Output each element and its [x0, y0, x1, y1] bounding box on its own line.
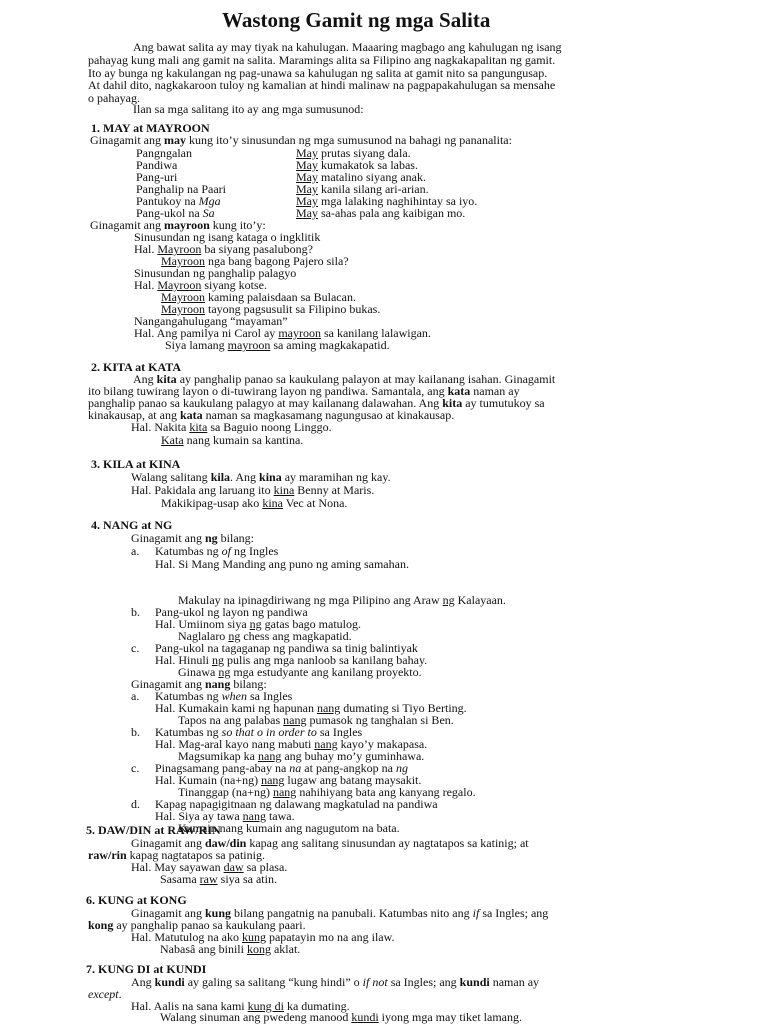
example-line: Mayroon tayong pagsusulit sa Filipino bukas.	[161, 302, 381, 316]
example-line: Hal. May sayawan daw sa plasa.	[131, 860, 288, 874]
rule-line: Sinusundan ng panghalip palagyo	[134, 266, 297, 280]
list-item-text: Katumbas ng when sa Ingles	[155, 689, 293, 703]
example-line: Walang sinuman ang pwedeng manood kundi iyong mga may tiket lamang.	[160, 1010, 522, 1024]
example-line: Sasama raw siya sa atin.	[160, 872, 277, 886]
section-text: Ang kundi ay galing sa salitang “kung hindi” o if not sa Ingles; ang kundi naman ay	[131, 975, 540, 989]
example-line: Hal. Ang pamilya ni Carol ay mayroon sa kanilang lalawigan.	[134, 326, 431, 340]
list-item-text: Katumbas ng of ng Ingles	[155, 544, 279, 558]
example-line: Mayroon kaming palaisdaan sa Bulacan.	[161, 290, 356, 304]
list-marker: c.	[131, 761, 140, 775]
pos-label: Panghalip na Paari	[136, 182, 226, 196]
example-line: Naglalaro ng chess ang magkapatid.	[178, 629, 352, 643]
example-line: Hal. Matutulog na ako kung papatayin mo na ang ilaw.	[131, 930, 395, 944]
section-text: ito bilang tuwirang layon o di-tuwirang layon ng pandiwa. Samantala, ang kata naman ay	[88, 384, 520, 398]
section-text: Ginagamit ang mayroon kung ito’y:	[90, 218, 266, 232]
list-item-text: Kapag napagigitnaan ng dalawang magkatulad na pandiwa	[155, 797, 438, 811]
example-line: Hal. Kumain (na+ng) nang lugaw ang batang maysakit.	[155, 773, 422, 787]
example-line: Hal. Pakidala ang laruang ito kina Benny at Maris.	[131, 483, 375, 497]
list-item-text: Pang-ukol ng layon ng pandiwa	[155, 605, 308, 619]
intro-line: o pahayag.	[88, 91, 140, 105]
intro-line: Ilan sa mga salitang ito ay ang mga sumusunod:	[133, 102, 364, 116]
pos-label: Pang-ukol na Sa	[136, 206, 215, 220]
example-line: Hal. Mayroon ba siyang pasalubong?	[134, 242, 313, 256]
section-heading: 1. MAY at MAYROON	[91, 121, 210, 135]
section-text: Ang kita ay panghalip panao sa kaukulang palayon at may kailanang isahan. Ginagamit	[133, 372, 556, 386]
example-line: Makulay na ipinagdiriwang ng mga Pilipino ang Araw ng Kalayaan.	[178, 593, 506, 607]
section-text: Ginagamit ang ng bilang:	[131, 531, 254, 545]
example-line: Ginawa ng mga estudyante ang kanilang proyekto.	[178, 665, 422, 679]
example-line: Tinanggap (na+ng) nang nahihiyang bata ang kanyang regalo.	[178, 785, 476, 799]
example-line: Hal. Aalis na sana kami kung di ka dumating.	[131, 999, 350, 1013]
section-text: except.	[88, 987, 122, 1001]
example-line: Hal. Hinuli ng pulis ang mga nanloob sa kanilang bahay.	[155, 653, 428, 667]
example-line: May kanila silang ari-arian.	[296, 182, 429, 196]
section-text: Ginagamit ang nang bilang:	[131, 677, 267, 691]
example-line: Kata nang kumain sa kantina.	[161, 433, 304, 447]
rule-line: Sinusundan ng isang kataga o ingklitik	[134, 230, 321, 244]
section-heading: 2. KITA at KATA	[91, 360, 182, 374]
example-line: Hal. Siya ay tawa nang tawa.	[155, 809, 295, 823]
example-line: Hal. Si Mang Manding ang puno ng aming samahan.	[155, 557, 409, 571]
example-line: Makikipag-usap ako kina Vec at Nona.	[161, 496, 348, 510]
example-line: Kumain nang kumain ang nagugutom na bata.	[178, 821, 400, 835]
intro-line: pahayag kung mali ang gamit na salita. Maramings alita sa Filipino ang nagkakapalitan ng gamit.	[88, 53, 556, 67]
section-heading: 6. KUNG at KONG	[86, 893, 187, 907]
list-item-text: Katumbas ng so that o in order to sa Ingles	[155, 725, 363, 739]
example-line: Hal. Mayroon siyang kotse.	[134, 278, 267, 292]
pos-label: Pang-uri	[136, 170, 178, 184]
list-marker: c.	[131, 641, 140, 655]
pos-label: Pandiwa	[136, 158, 178, 172]
page-title: Wastong Gamit ng mga Salita	[222, 8, 491, 32]
section-heading: 5. DAW/DIN at RAW/RIN	[86, 823, 221, 837]
section-text: kong ay panghalip panao sa kaukulang paari.	[88, 918, 306, 932]
list-marker: b.	[131, 725, 140, 739]
example-line: Siya lamang mayroon sa aming magkakapatid.	[165, 338, 390, 352]
example-line: Tapos na ang palabas nang pumasok ng tanghalan si Ben.	[178, 713, 454, 727]
example-line: Hal. Nakita kita sa Baguio noong Linggo.	[131, 420, 332, 434]
section-heading: 4. NANG at NG	[91, 518, 173, 532]
list-marker: d.	[131, 797, 140, 811]
intro-line: Ang bawat salita ay may tiyak na kahulugan. Maaaring magbago ang kahulugan ng isang	[133, 40, 562, 54]
list-marker: a.	[131, 689, 140, 703]
example-line: Nabasâ ang binili kong aklat.	[160, 942, 301, 956]
example-line: May sa-ahas pala ang kaibigan mo.	[296, 206, 466, 220]
section-text: kinakausap, at ang kata naman sa magkasamang nagungusao at kinakausap.	[88, 408, 455, 422]
example-line: Hal. Mag-aral kayo nang mabuti nang kayo’y makapasa.	[155, 737, 428, 751]
list-item-text: Pang-ukol na tagaganap ng pandiwa sa tinig balintiyak	[155, 641, 418, 655]
example-line: May prutas siyang dala.	[296, 146, 411, 160]
list-marker: a.	[131, 544, 140, 558]
section-text: Ginagamit ang daw/din kapag ang salitang sinusundan ay nagtatapos sa katinig; at	[131, 836, 529, 850]
section-text: Ginagamit ang kung bilang pangatnig na panubali. Katumbas nito ang if sa Ingles; ang	[131, 906, 549, 920]
example-line: May matalino siyang anak.	[296, 170, 426, 184]
intro-line: At dahil dito, nagkakaroon tuloy ng kamalian at hindi malinaw na pagpapakahulugan sa mensahe	[88, 78, 556, 92]
section-text: Walang salitang kila. Ang kina ay maramihan ng kay.	[131, 470, 391, 484]
list-marker: b.	[131, 605, 140, 619]
rule-line: Nangangahulugang “mayaman”	[134, 314, 288, 328]
list-item-text: Pinagsamang pang-abay na na at pang-angkop na ng	[155, 761, 408, 775]
section-text: raw/rin kapag nagtatapos sa patinig.	[88, 848, 265, 862]
example-line: May mga lalaking naghihintay sa iyo.	[296, 194, 478, 208]
section-heading: 3. KILA at KINA	[91, 457, 181, 471]
example-line: Magsumikap ka nang ang buhay mo’y guminhawa.	[178, 749, 425, 763]
example-line: May kumakatok sa labas.	[296, 158, 418, 172]
pos-label: Pantukoy na Mga	[136, 194, 221, 208]
example-line: Hal. Kumakain kami ng hapunan nang dumating si Tiyo Berting.	[155, 701, 467, 715]
example-line: Hal. Umiinom siya ng gatas bago matulog.	[155, 617, 361, 631]
example-line: Mayroon nga bang bagong Pajero sila?	[161, 254, 349, 268]
intro-line: Ito ay bunga ng kakulangan ng pag-unawa sa kahulugan ng salita at gamit nito sa pangungusap.	[88, 66, 548, 80]
section-heading: 7. KUNG DI at KUNDI	[86, 962, 207, 976]
pos-label: Pangngalan	[136, 146, 192, 160]
section-text: Ginagamit ang may kung ito’y sinusundan ng mga sumusunod na bahagi ng pananalita:	[90, 133, 512, 147]
section-text: panghalip panao sa kaukulang palagyo at may kailanang dalawahan. Ang kita ay tumutukoy sa	[88, 396, 545, 410]
